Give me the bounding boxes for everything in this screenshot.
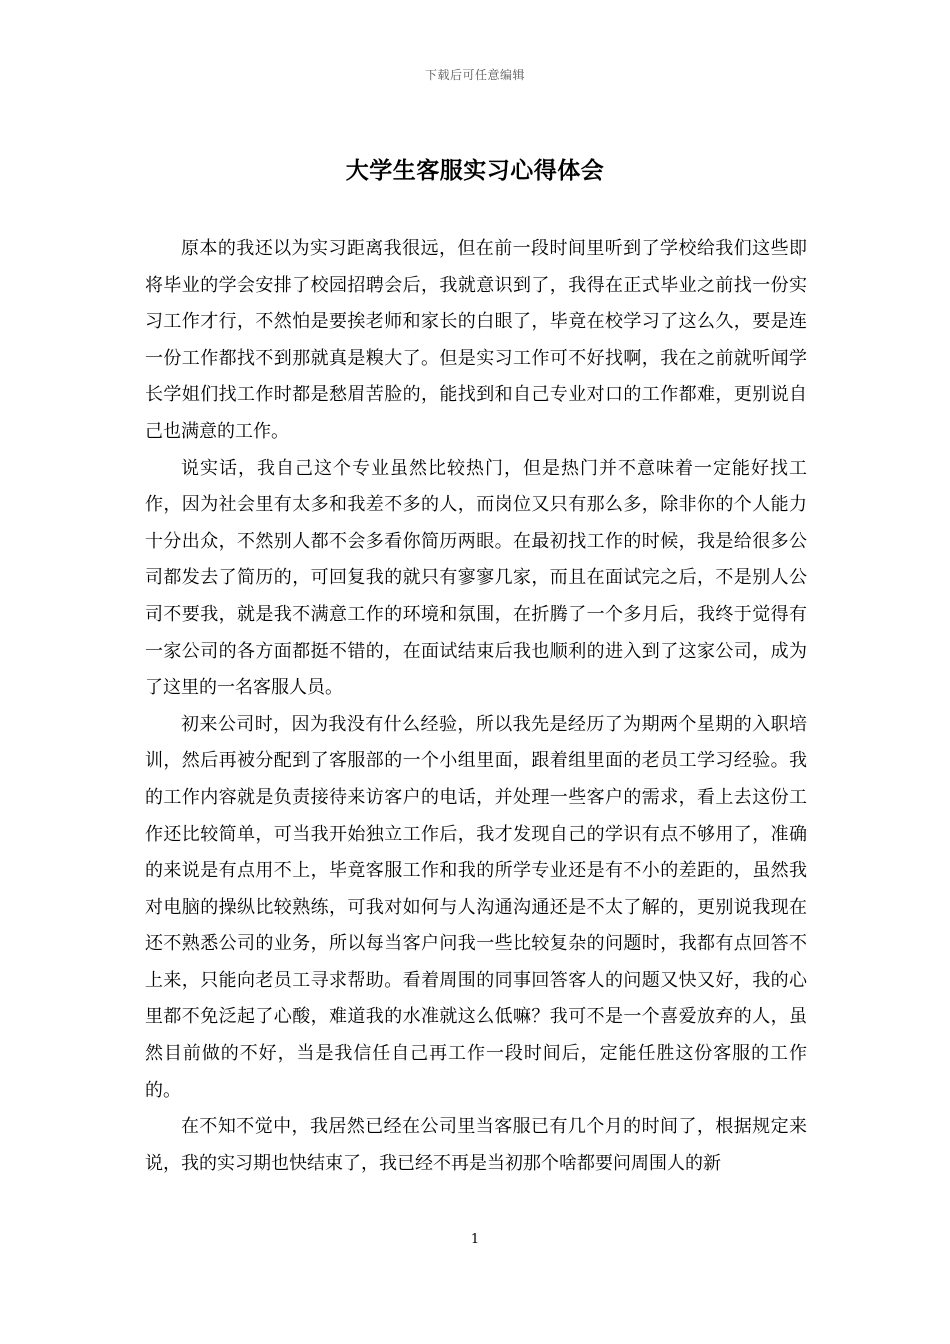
document-body <box>145 231 807 1182</box>
document-title: 大学生客服实习心得体会 <box>345 157 605 184</box>
page-header-note: 下载后可任意编辑 <box>424 68 525 82</box>
paragraph-1: 原本的我还以为实习距离我很远，但在前一段时间里听到了学校给我们这些即将毕业的学会安排了校园招聘会后，我就意识到了，我得在正式毕业之前找一份实习工作才行，不然怕是要挨老师和家长的白眼了，毕竟在校学习了这么久，要是连一份工作都找不到那就真是糗大了。但是实习工作可不好找啊，我在之前就听闻学长学姐们找工作时都是愁眉苦脸的，能找到和自己专业对口的工作都难，更别说自己也满意的工作。 <box>145 238 807 442</box>
paragraph-2: 说实话，我自己这个专业虽然比较热门，但是热门并不意味着一定能好找工作，因为社会里有太多和我差不多的人，而岗位又只有那么多，除非你的个人能力十分出众，不然别人都不会多看你简历两眼。在最初找工作的时候，我是给很多公司都发去了简历的，可回复我的就只有寥寥几家，而且在面试完之后，不是别人公司不要我，就是我不满意工作的环境和氛围，在折腾了一个多月后，我终于觉得有一家公司的各方面都挺不错的，在面试结束后我也顺利的进入到了这家公司，成为了这里的一名客服人员。 <box>145 457 807 699</box>
page-number: 1 <box>470 1232 480 1247</box>
paragraph-3: 初来公司时，因为我没有什么经验，所以我先是经历了为期两个星期的入职培训，然后再被分配到了客服部的一个小组里面，跟着组里面的老员工学习经验。我的工作内容就是负责接待来访客户的电话，并处理一些客户的需求，看上去这份工作还比较简单，可当我开始独立工作后，我才发现自己的学识有点不够用了，准确的来说是有点用不上，毕竟客服工作和我的所学专业还是有不小的差距的，虽然我对电脑的操纵比较熟练，可我对如何与人沟通沟通还是不太了解的，更别说我现在还不熟悉公司的业务，所以每当客户问我一些比较复杂的问题时，我都有点回答不上来，只能向老员工寻求帮助。看着周围的同事回答客人的问题又快又好，我的心里都不免泛起了心酸，难道我的水准就这么低嘛？我可不是一个喜爱放弃的人，虽然目前做的不好，当是我信任自己再工作一段时间后，定能任胜这份客服的工作的。 <box>145 713 807 1101</box>
paragraph-4: 在不知不觉中，我居然已经在公司里当客服已有几个月的时间了，根据规定来说，我的实习期也快结束了，我已经不再是当初那个啥都要问周围人的新 <box>145 1116 807 1174</box>
